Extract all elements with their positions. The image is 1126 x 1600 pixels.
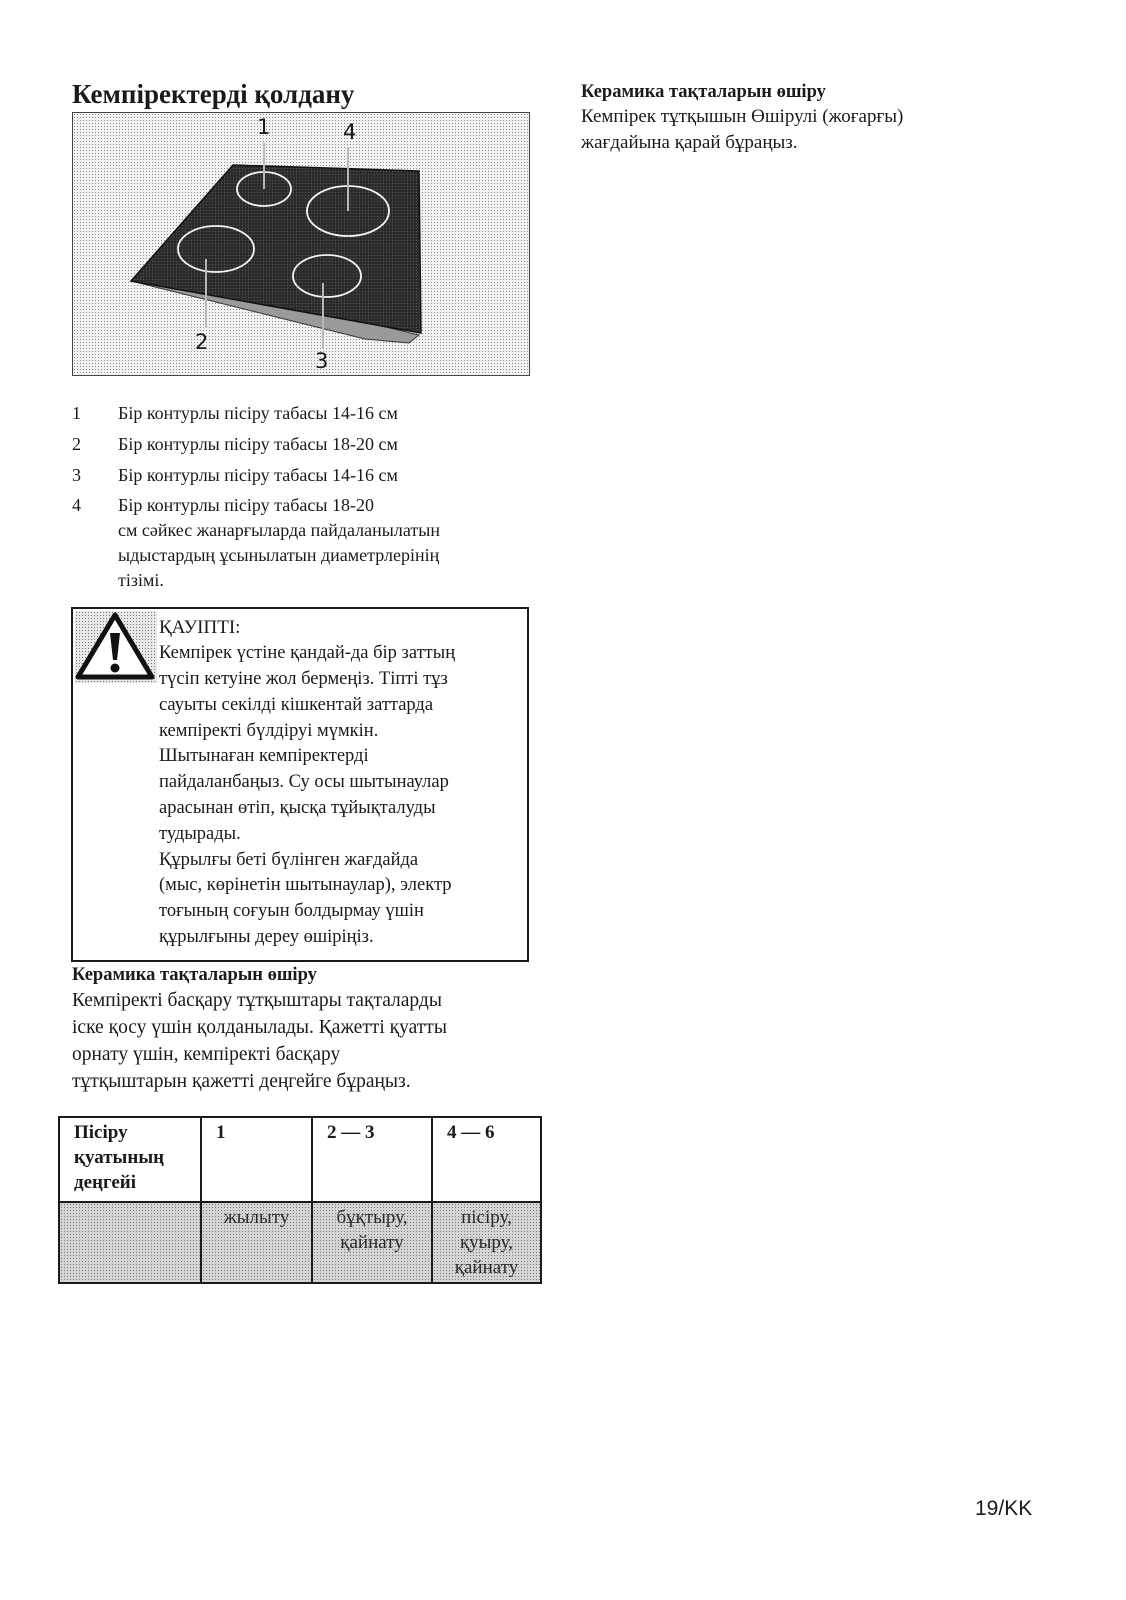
legend-text: тізімі. [118, 570, 164, 590]
table-cell: жылыту [201, 1202, 312, 1284]
hob-drawing [73, 113, 529, 375]
legend-text: ыдыстардың ұсынылатын диаметрлерінің [118, 545, 440, 565]
table-header-row [59, 1117, 541, 1202]
table-cell: пісіру, қуыру, қайнату [432, 1202, 541, 1284]
paragraph-line: орнату үшін, кемпіректі басқару [72, 1044, 341, 1065]
warning-text [159, 615, 525, 667]
legend-item [72, 431, 542, 457]
danger-warning-box [71, 607, 529, 962]
warning-line: тоғының соғуын болдырмау үшін [159, 901, 424, 922]
table-cell [59, 1202, 201, 1284]
warning-line: Құрылғы беті бүлінген жағдайда [159, 849, 419, 870]
legend-text: Бір контурлы пісіру табасы 14-16 см [118, 403, 398, 423]
warning-line: түсіп кетуіне жол бермеңіз. Тіпті тұз [159, 669, 448, 689]
warning-line: арасынан өтіп, қысқа тұйықталуды [159, 797, 436, 818]
legend-item [72, 400, 542, 426]
paragraph-line: тұтқыштарын қажетті деңгейге бұраңыз. [72, 1071, 411, 1092]
cooking-zone-legend [72, 400, 542, 598]
section-title: Керамика тақталарын өшіру [581, 82, 826, 102]
control-section [72, 963, 552, 1095]
right-column [581, 80, 1051, 156]
paragraph-line: іске қосу үшін қолданылады. Қажетті қуатты [72, 1017, 447, 1038]
warning-body [81, 667, 521, 951]
page-number: 19/KK [975, 1497, 1033, 1520]
legend-text: Бір контурлы пісіру табасы 14-16 см [118, 465, 398, 485]
left-column [72, 76, 552, 1278]
legend-item [72, 493, 542, 593]
legend-number: 2 [72, 434, 81, 454]
warning-line: тудырады. [159, 823, 241, 844]
warning-line: кемпіректі бүлдіруі мүмкін. [159, 720, 379, 741]
legend-text: Бір контурлы пісіру табасы 18-20 [118, 495, 374, 515]
hob-illustration [72, 112, 530, 376]
warning-line: құрылғыны дереу өшіріңіз. [159, 926, 374, 947]
warning-line: пайдаланбаңыз. Су осы шытынаулар [159, 772, 449, 793]
section-paragraph [581, 104, 1051, 156]
paragraph-line: жағдайына қарай бұраңыз. [581, 132, 798, 153]
warning-line: Шытынаған кемпіректерді [159, 746, 369, 767]
callout-4: 4 [343, 120, 357, 144]
table-row [59, 1202, 541, 1284]
legend-item [72, 462, 542, 488]
table-header-cell: 4 — 6 [432, 1117, 541, 1202]
power-level-table [58, 1116, 542, 1284]
legend-text: см сәйкес жанарғыларда пайдаланылатын [118, 520, 440, 540]
callout-2: 2 [195, 330, 209, 354]
callout-3: 3 [315, 349, 329, 373]
legend-number: 1 [72, 403, 81, 423]
table-cell: бұқтыру, қайнату [312, 1202, 432, 1284]
warning-line: сауыты секілді кішкентай заттарда [159, 694, 434, 715]
table-header-cell: 2 — 3 [312, 1117, 432, 1202]
paragraph-line: Кемпірек тұтқышын Өшірулі (жоғарғы) [581, 106, 904, 127]
legend-number: 3 [72, 465, 81, 485]
warning-line: Кемпірек үстіне қандай-да бір заттың [159, 642, 456, 663]
warning-heading: ҚАУІПТІ: [159, 617, 241, 638]
table-header-cell: 1 [201, 1117, 312, 1202]
section-title: Керамика тақталарын өшіру [72, 965, 317, 985]
legend-text: Бір контурлы пісіру табасы 18-20 см [118, 434, 398, 454]
section-paragraph [72, 987, 552, 1095]
table-header-cell: Пісіру қуатының деңгейі [59, 1117, 201, 1202]
legend-number: 4 [72, 495, 81, 515]
paragraph-line: Кемпіректі басқару тұтқыштары тақталарды [72, 990, 442, 1011]
callout-1: 1 [257, 115, 271, 139]
page-title: Кемпіректерді қолдану [72, 79, 355, 109]
warning-line: (мыс, көрінетін шытынаулар), электр [159, 875, 452, 896]
